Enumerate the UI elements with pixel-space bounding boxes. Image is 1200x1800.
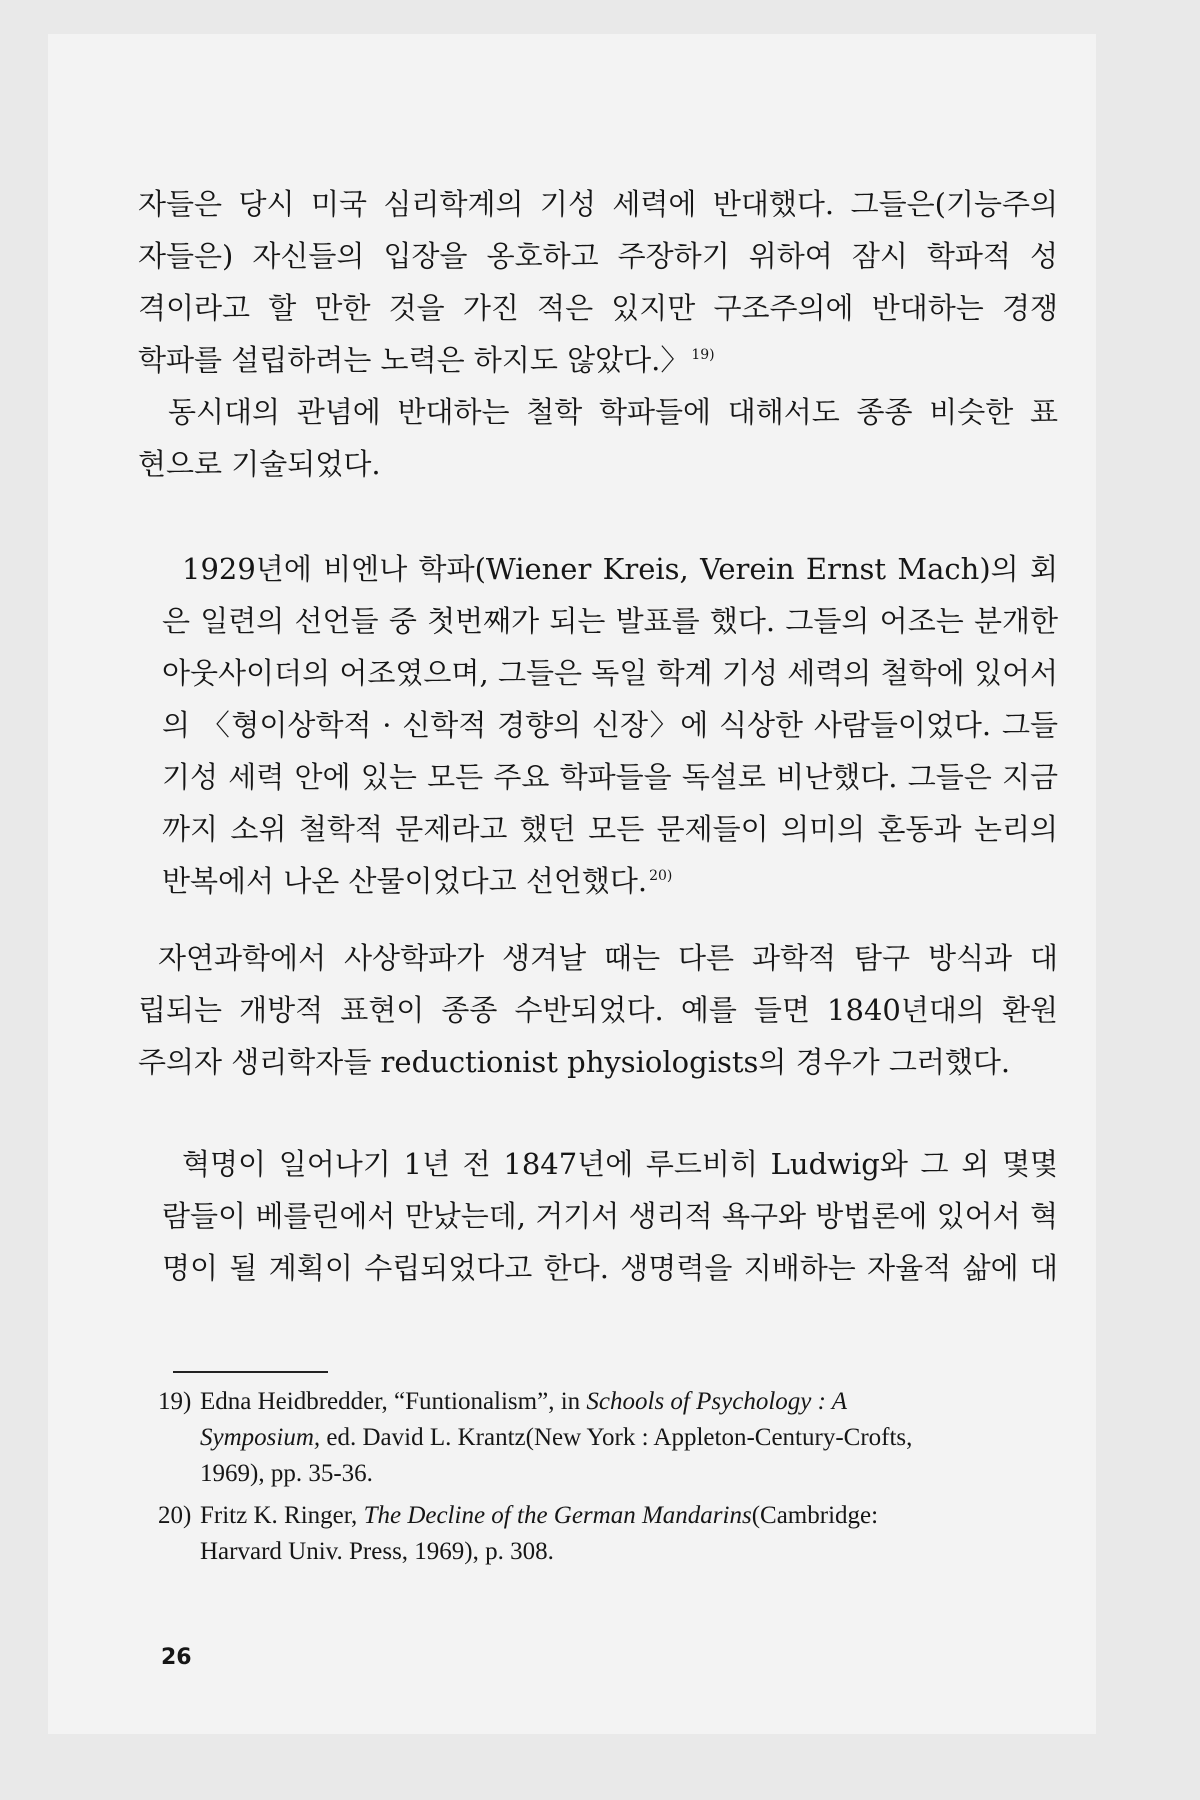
text-line: 명이 될 계획이 수립되었다고 한다. 생명력을 지배하는 자율적 삶에 대 xyxy=(162,1251,1058,1285)
footnote-number: 20) xyxy=(158,1502,192,1529)
text-line: 의 〈형이상학적 · 신학적 경향의 신장〉에 식상한 사람들이었다. 그들 xyxy=(162,708,1058,742)
paragraph-2 xyxy=(138,386,1058,490)
text-line: 기성 세력 안에 있는 모든 주요 학파들을 독설로 비난했다. 그들은 지금 xyxy=(162,760,1058,794)
text-line: 자들은 당시 미국 심리학계의 기성 세력에 반대했다. 그들은(기능주의 xyxy=(138,187,1058,221)
text-line: 자연과학에서 사상학파가 생겨날 때는 다른 과학적 탐구 방식과 대 xyxy=(158,941,1058,975)
paragraph-4 xyxy=(138,932,1058,1088)
block-quote-2 xyxy=(162,1138,1058,1294)
text-line: 자들은) 자신들의 입장을 옹호하고 주장하기 위하여 잠시 학파적 성 xyxy=(138,239,1058,273)
text-line: 1929년에 비엔나 학파(Wiener Kreis, Verein Ernst Mach)의 회 xyxy=(182,552,1058,586)
footnote-20 xyxy=(158,1498,1058,1570)
footnote-line xyxy=(158,1498,1058,1534)
text-line: 혁명이 일어나기 1년 전 1847년에 루드비히 Ludwig와 그 외 몇몇 xyxy=(182,1147,1058,1181)
footnote-ref-20: 20) xyxy=(649,868,673,885)
footnote-title: The Decline of the German Mandarins xyxy=(363,1502,752,1529)
footnote-line xyxy=(158,1420,1058,1456)
text-line: 주의자 생리학자들 reductionist physiologists의 경우가 그러했다. xyxy=(138,1045,1011,1079)
text-line-content: 반복에서 나온 산물이었다고 선언했다. xyxy=(162,864,648,898)
text-line: 까지 소위 철학적 문제라고 했던 모든 문제들이 의미의 혼동과 논리의 xyxy=(162,812,1058,846)
text-line: 격이라고 할 만한 것을 가진 적은 있지만 구조주의에 반대하는 경쟁 xyxy=(138,291,1058,325)
text-line: 람들이 베를린에서 만났는데, 거기서 생리적 욕구와 방법론에 있어서 혁 xyxy=(162,1199,1058,1233)
text-line-content: 학파를 설립하려는 노력은 하지도 않았다.〉 xyxy=(138,343,690,377)
text-line: 동시대의 관념에 반대하는 철학 학파들에 대해서도 종종 비슷한 표 xyxy=(168,395,1058,429)
footnote-text: (Cambridge: xyxy=(751,1502,879,1529)
footnote-ref-19: 19) xyxy=(691,347,715,364)
footnote-19 xyxy=(158,1384,1058,1492)
footnote-text: Fritz K. Ringer, xyxy=(200,1502,364,1529)
text-line: 아웃사이더의 어조였으며, 그들은 독일 학계 기성 세력의 철학에 있어서 xyxy=(162,656,1058,690)
page-number: 26 xyxy=(161,1645,192,1670)
footnote-divider xyxy=(173,1371,328,1373)
footnote-text: Harvard Univ. Press, 1969), p. 308. xyxy=(200,1538,554,1565)
text-line: 립되는 개방적 표현이 종종 수반되었다. 예를 들면 1840년대의 환원 xyxy=(138,993,1058,1027)
text-line: 현으로 기술되었다. xyxy=(138,447,381,481)
text-line xyxy=(138,334,1058,386)
block-quote xyxy=(162,543,1058,907)
footnote-line xyxy=(158,1384,1058,1420)
footnote-title: Schools of Psychology : A xyxy=(586,1388,848,1415)
text-line xyxy=(162,855,1058,907)
footnote-text: 1969), pp. 35-36. xyxy=(200,1460,373,1487)
footnote-text: ed. David L. Krantz(New York : Appleton-Century-Crofts, xyxy=(320,1424,913,1451)
footnote-text: Edna Heidbredder, “Funtionalism”, in xyxy=(200,1388,587,1415)
paragraph-1 xyxy=(138,178,1058,386)
text-line: 은 일련의 선언들 중 첫번째가 되는 발표를 했다. 그들의 어조는 분개한 xyxy=(162,604,1058,638)
footnote-title: Symposium, xyxy=(200,1424,321,1451)
footnote-line xyxy=(158,1534,1058,1570)
footnote-number: 19) xyxy=(158,1388,192,1415)
footnote-line xyxy=(158,1456,1058,1492)
